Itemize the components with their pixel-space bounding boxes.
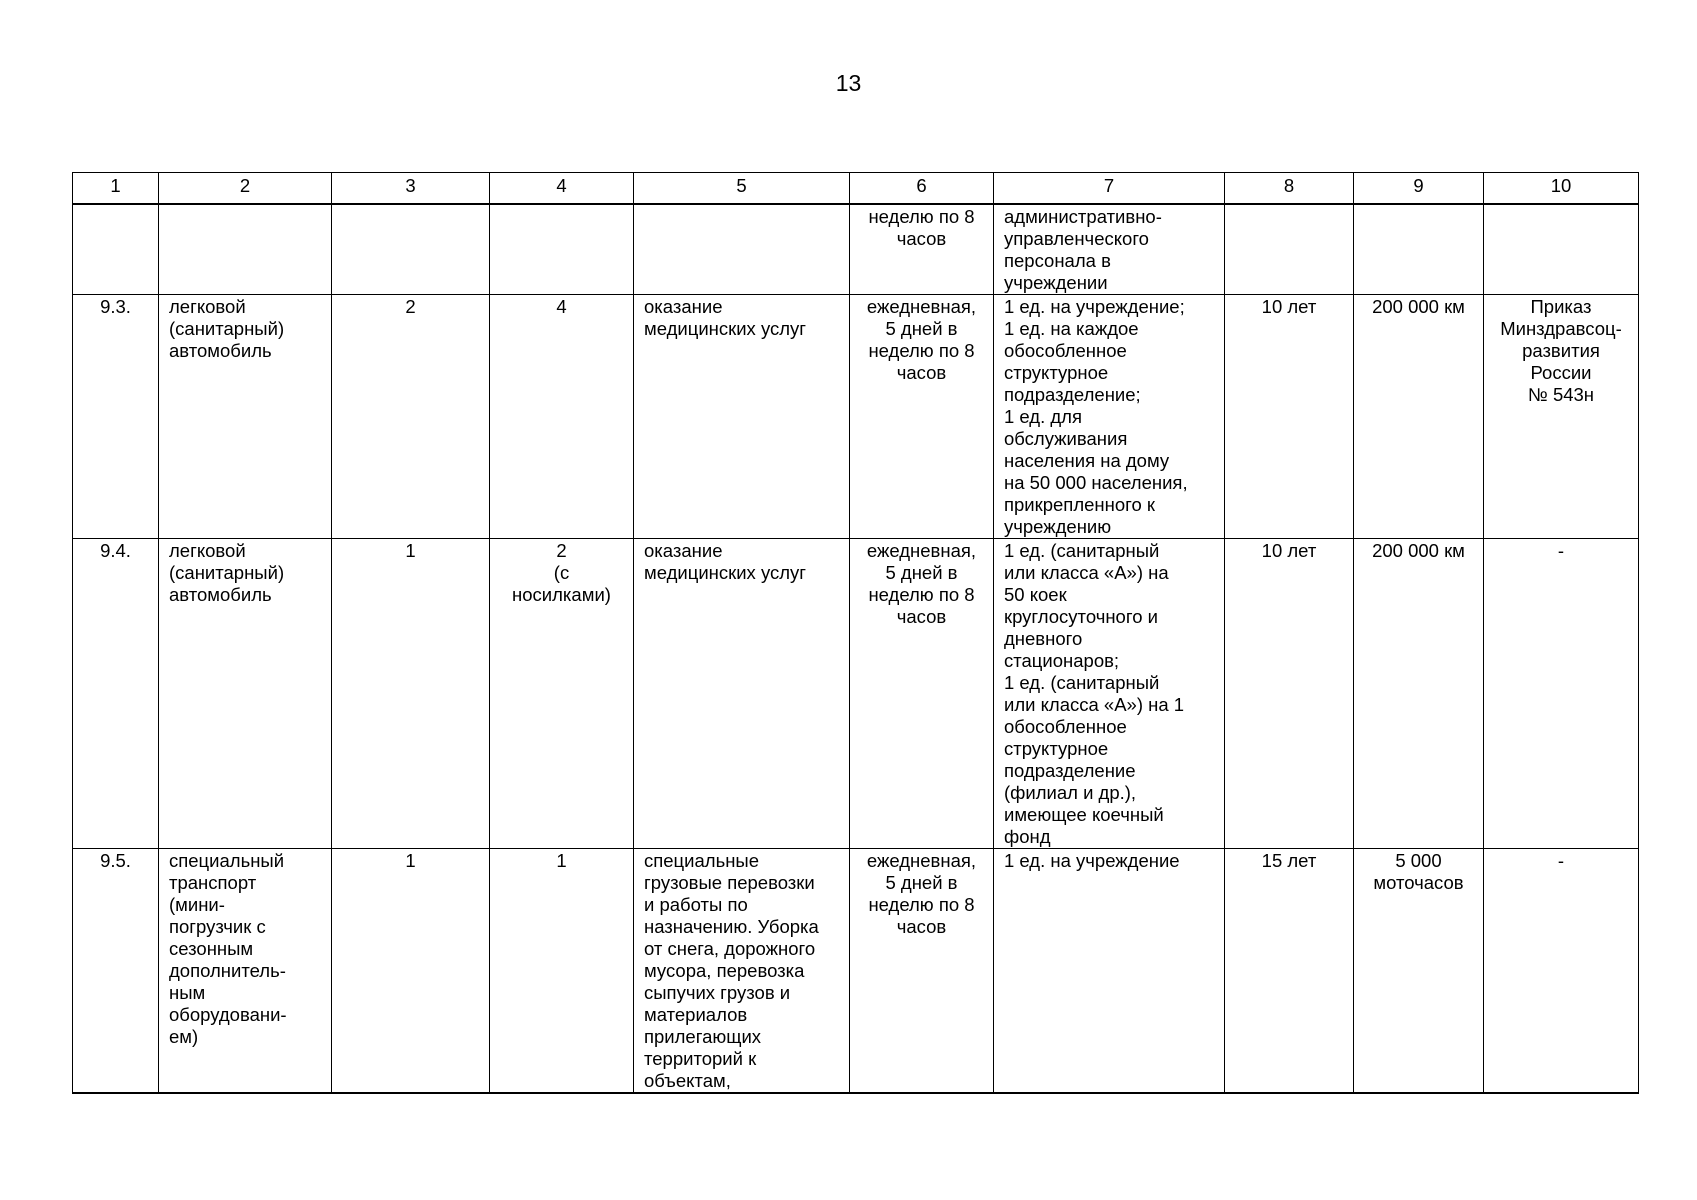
header-cell: 10 — [1484, 173, 1639, 205]
cell-norm: 1 ед. (санитарный или класса «А») на 50 коек круглосуточного и дневного стационаров; 1 ед. (санитарный или класса «А») на 1 обособленное структурное подразделение (филиал и др.), имеющее коечный фонд — [994, 539, 1225, 849]
header-cell: 1 — [73, 173, 159, 205]
cell-col3: 1 — [332, 539, 490, 849]
cell-vehicle-type: легковой (санитарный) автомобиль — [159, 539, 332, 849]
header-cell: 4 — [490, 173, 634, 205]
cell-number: 9.3. — [73, 295, 159, 539]
cell-basis: Приказ Минздравсоц- развития России № 543н — [1484, 295, 1639, 539]
header-cell: 5 — [634, 173, 850, 205]
cell-norm: 1 ед. на учреждение — [994, 849, 1225, 1094]
cell-norm: 1 ед. на учреждение; 1 ед. на каждое обособленное структурное подразделение; 1 ед. для обслуживания населения на дому на 50 000 населения, прикрепленного к учреждению — [994, 295, 1225, 539]
cell-basis: - — [1484, 849, 1639, 1094]
cell-mileage: 5 000 моточасов — [1354, 849, 1484, 1094]
cell-number: 9.5. — [73, 849, 159, 1094]
table-row — [73, 539, 1639, 849]
cell-col3: 2 — [332, 295, 490, 539]
cell-col4: 2 (с носилками) — [490, 539, 634, 849]
table-header-row — [73, 173, 1639, 205]
header-cell: 2 — [159, 173, 332, 205]
cell-col4: 4 — [490, 295, 634, 539]
cell-schedule: ежедневная, 5 дней в неделю по 8 часов — [850, 849, 994, 1094]
cell-norm: административно- управленческого персонала в учреждении — [994, 204, 1225, 295]
cell-purpose: оказание медицинских услуг — [634, 295, 850, 539]
cell-basis: - — [1484, 539, 1639, 849]
cell-col4: 1 — [490, 849, 634, 1094]
cell-service-life: 15 лет — [1225, 849, 1354, 1094]
cell-mileage: 200 000 км — [1354, 539, 1484, 849]
cell-service-life: 10 лет — [1225, 295, 1354, 539]
cell-col3: 1 — [332, 849, 490, 1094]
cell-basis — [1484, 204, 1639, 295]
table-row — [73, 204, 1639, 295]
cell-service-life — [1225, 204, 1354, 295]
header-cell: 9 — [1354, 173, 1484, 205]
table-row — [73, 295, 1639, 539]
cell-col4 — [490, 204, 634, 295]
cell-purpose: специальные грузовые перевозки и работы по назначению. Уборка от снега, дорожного мусора, перевозка сыпучих грузов и материалов прилегающих территорий к объектам, — [634, 849, 850, 1094]
header-cell: 6 — [850, 173, 994, 205]
table-row — [73, 849, 1639, 1094]
cell-number — [73, 204, 159, 295]
cell-schedule: неделю по 8 часов — [850, 204, 994, 295]
cell-service-life: 10 лет — [1225, 539, 1354, 849]
cell-number: 9.4. — [73, 539, 159, 849]
cell-col3 — [332, 204, 490, 295]
header-cell: 8 — [1225, 173, 1354, 205]
cell-schedule: ежедневная, 5 дней в неделю по 8 часов — [850, 539, 994, 849]
cell-mileage: 200 000 км — [1354, 295, 1484, 539]
page-number: 13 — [835, 70, 862, 96]
header-cell: 7 — [994, 173, 1225, 205]
header-cell: 3 — [332, 173, 490, 205]
cell-purpose — [634, 204, 850, 295]
vehicle-norms-table — [72, 172, 1639, 1094]
cell-mileage — [1354, 204, 1484, 295]
cell-schedule: ежедневная, 5 дней в неделю по 8 часов — [850, 295, 994, 539]
cell-vehicle-type: легковой (санитарный) автомобиль — [159, 295, 332, 539]
cell-vehicle-type — [159, 204, 332, 295]
cell-vehicle-type: специальный транспорт (мини- погрузчик с сезонным дополнитель- ным оборудовани- ем) — [159, 849, 332, 1094]
cell-purpose: оказание медицинских услуг — [634, 539, 850, 849]
